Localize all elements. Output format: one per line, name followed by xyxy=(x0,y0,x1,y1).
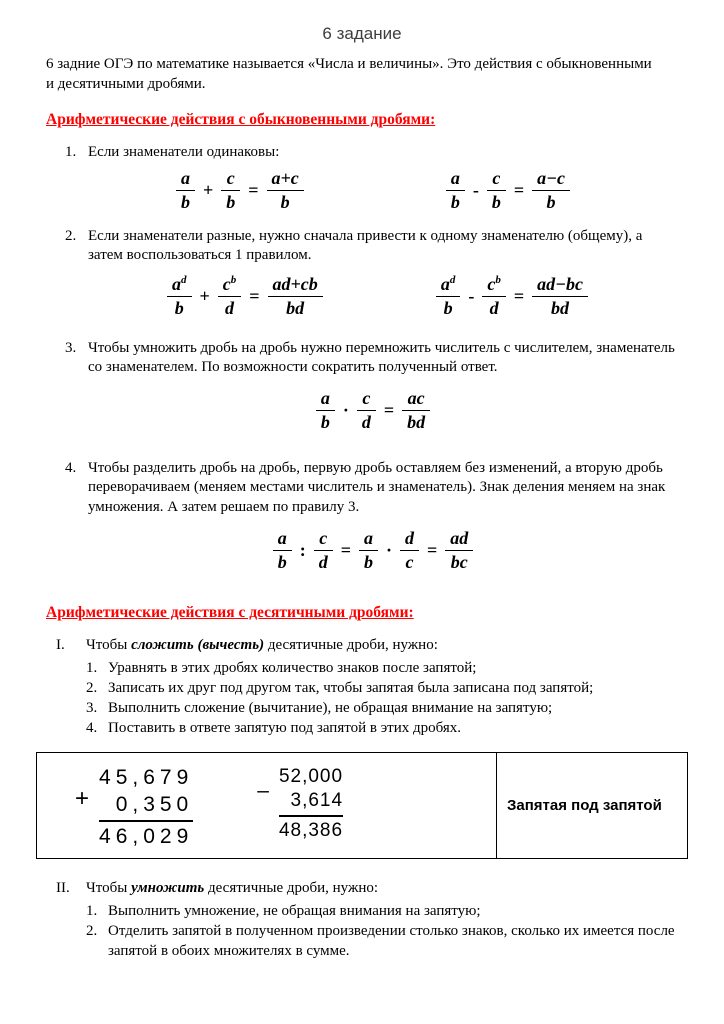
addends xyxy=(99,765,193,822)
item-text: Чтобы разделить дробь на дробь, первую дробь оставляем без изменений, а вторую дробь переворачиваем (меняем местами числитель и знаменатель). Знак деления меняем на знак умножения. А затем решаем по правилу 3. xyxy=(88,459,666,516)
decimal-multiply-steps xyxy=(46,902,678,961)
subtrahend: 3,614 xyxy=(290,790,344,812)
item-number: 4. xyxy=(65,459,77,476)
item-text: Если знаменатели разные, нужно сначала привести к одному знаменателю (общему), а затем воспользоваться 1 правилом. xyxy=(88,227,643,264)
denominator: b xyxy=(546,191,556,212)
addend-1: 45,679 xyxy=(99,766,194,790)
fraction xyxy=(268,274,323,318)
rule-rest: десятичные дроби, нужно: xyxy=(204,880,379,897)
superscript: d xyxy=(181,274,187,287)
decimal-multiply-rule xyxy=(46,879,678,899)
fraction xyxy=(402,388,430,432)
minus-sign: – xyxy=(257,779,269,803)
numerator: a xyxy=(316,388,335,411)
roman-number: II. xyxy=(56,880,70,897)
numerator: c xyxy=(487,168,506,191)
numerator: a xyxy=(446,168,465,191)
numerator: $a^d$ xyxy=(436,274,461,297)
addition-result: 46,029 xyxy=(99,824,194,848)
subtraction-rows xyxy=(279,765,343,850)
fraction xyxy=(445,528,473,572)
numerator: c xyxy=(314,528,333,551)
numerator: a xyxy=(359,528,378,551)
column-subtraction-example xyxy=(257,765,343,850)
numerator: a xyxy=(176,168,195,191)
fraction xyxy=(218,274,242,318)
denominator: b xyxy=(320,411,330,432)
denominator: b xyxy=(363,551,373,572)
step-number: 3. xyxy=(86,699,98,716)
rule-item-4 xyxy=(46,459,678,518)
formula-divide-fractions xyxy=(271,528,476,572)
formula-subtract-same-denominator xyxy=(444,168,572,212)
item-number: 2. xyxy=(65,227,77,244)
formula-row-different-denominators xyxy=(46,274,678,318)
rule-lead: Чтобы xyxy=(86,880,132,897)
formula-row-multiplication xyxy=(46,388,678,432)
fraction xyxy=(316,388,335,432)
plus-sign: + xyxy=(75,785,90,813)
item-number: 3. xyxy=(65,339,77,356)
step-number: 1. xyxy=(86,902,98,919)
formula-add-same-denominator xyxy=(174,168,306,212)
operator: - xyxy=(472,179,479,200)
rule-lead: Чтобы xyxy=(86,637,132,654)
step-number: 4. xyxy=(86,719,98,736)
step-item xyxy=(86,699,678,719)
operator: : xyxy=(299,539,306,560)
denominator: b xyxy=(280,191,290,212)
step-number: 2. xyxy=(86,679,98,696)
rule-rest: десятичные дроби, нужно: xyxy=(264,637,438,654)
fraction xyxy=(436,274,461,318)
rule-item-2 xyxy=(46,227,678,267)
operands xyxy=(279,765,343,817)
denominator: d xyxy=(225,297,235,318)
fraction xyxy=(221,168,240,212)
numerator: $c^b$ xyxy=(482,274,506,297)
numerator: c xyxy=(221,168,240,191)
operator: = xyxy=(513,285,525,306)
operator: = xyxy=(340,539,351,560)
section-heading-decimal-fractions: Арифметические действия с десятичными дробями: xyxy=(46,604,414,622)
section-heading-ordinary-fractions: Арифметические действия с обыкновенными дробями: xyxy=(46,110,436,128)
addition-rows xyxy=(99,765,193,850)
denominator: d xyxy=(489,297,499,318)
formula-subtract-different-denominator xyxy=(434,274,590,318)
column-addition-example xyxy=(75,765,193,850)
numerator: $c^b$ xyxy=(218,274,242,297)
numerator: d xyxy=(400,528,419,551)
fraction xyxy=(176,168,195,212)
denominator: b xyxy=(226,191,236,212)
rule-text xyxy=(86,636,678,656)
step-item xyxy=(86,679,678,699)
operator: = xyxy=(513,179,525,200)
step-text: Поставить в ответе запятую под запятой в этих дробях. xyxy=(108,719,462,736)
operator: = xyxy=(383,399,395,420)
formula-add-different-denominator xyxy=(165,274,325,318)
formula-multiply-fractions xyxy=(314,388,432,432)
operator: · xyxy=(342,399,349,420)
rule-keyword: умножить xyxy=(131,880,205,897)
decimal-add-steps xyxy=(46,659,678,738)
fraction xyxy=(400,528,419,572)
step-text: Отделить запятой в полученном произведении столько знаков, сколько их имеется после запятой в обоих множителях в сумме. xyxy=(108,922,675,959)
fraction xyxy=(314,528,333,572)
denominator: bd xyxy=(407,411,426,432)
step-item xyxy=(86,922,678,962)
step-text: Уравнять в этих дробях количество знаков после запятой; xyxy=(108,660,477,677)
operator: + xyxy=(199,285,210,306)
denominator: c xyxy=(405,551,414,572)
denominator: d xyxy=(318,551,328,572)
superscript: d xyxy=(449,274,456,287)
step-text: Выполнить сложение (вычитание), не обращая внимание на запятую; xyxy=(108,699,553,716)
comma-under-comma-label: Запятая под запятой xyxy=(496,753,687,858)
intro-paragraph: 6 задние ОГЭ по математике называется «Числа и величины». Это действия с обыкновенными и десятичными дробями. xyxy=(46,56,652,93)
fraction xyxy=(446,168,465,212)
fraction xyxy=(357,388,376,432)
operator: = xyxy=(427,539,438,560)
addend-2: 0,350 xyxy=(115,792,194,816)
subtraction-result: 48,386 xyxy=(278,819,344,841)
decimal-examples-table xyxy=(36,752,688,859)
rule-keyword: сложить (вычесть) xyxy=(131,637,265,654)
numerator: c xyxy=(357,388,376,411)
step-item xyxy=(86,902,678,922)
roman-number: I. xyxy=(56,637,65,654)
numerator: a xyxy=(273,528,292,551)
rule-text xyxy=(86,879,678,899)
item-text: Чтобы умножить дробь на дробь нужно перемножить числитель с числителем, знаменатель со знаменателем. По возможности сократить полученный ответ. xyxy=(88,339,675,376)
numerator: ad+cb xyxy=(268,274,323,297)
denominator: bd xyxy=(286,297,305,318)
fraction xyxy=(273,528,292,572)
minuend: 52,000 xyxy=(278,766,344,788)
denominator: b xyxy=(450,191,460,212)
numerator: ac xyxy=(402,388,430,411)
denominator: b xyxy=(181,191,190,212)
denominator: b xyxy=(174,297,184,318)
operator: = xyxy=(248,179,259,200)
denominator: bd xyxy=(551,297,570,318)
denominator: b xyxy=(277,551,287,572)
step-text: Записать их друг под другом так, чтобы запятая была записана под запятой; xyxy=(108,679,594,696)
formula-row-division xyxy=(46,528,678,572)
numerator: ad−bc xyxy=(532,274,588,297)
denominator: b xyxy=(443,297,453,318)
fraction xyxy=(532,274,588,318)
fraction xyxy=(482,274,506,318)
step-number: 2. xyxy=(86,922,98,939)
operator: · xyxy=(385,539,392,560)
page-title: 6 задание xyxy=(322,24,402,43)
fraction xyxy=(167,274,192,318)
step-text: Выполнить умножение, не обращая внимания на запятую; xyxy=(108,902,481,919)
step-number: 1. xyxy=(86,660,98,677)
superscript: b xyxy=(230,274,237,287)
decimal-add-rule xyxy=(46,636,678,656)
step-item xyxy=(86,719,678,739)
operator: = xyxy=(249,285,260,306)
fraction xyxy=(267,168,304,212)
fraction xyxy=(359,528,378,572)
numerator: a+c xyxy=(267,168,304,191)
denominator: bc xyxy=(450,551,468,572)
operator: + xyxy=(203,179,214,200)
denominator: b xyxy=(491,191,501,212)
step-item xyxy=(86,659,678,679)
numerator: a−c xyxy=(532,168,570,191)
superscript: b xyxy=(495,274,501,287)
item-text: Если знаменатели одинаковы: xyxy=(88,143,280,160)
denominator: d xyxy=(361,411,371,432)
item-number: 1. xyxy=(65,143,77,160)
examples-cell xyxy=(37,753,496,858)
fraction xyxy=(532,168,570,212)
rule-item-1 xyxy=(46,143,678,163)
fraction xyxy=(487,168,506,212)
numerator: ad xyxy=(445,528,473,551)
operator: - xyxy=(468,285,475,306)
rule-item-3 xyxy=(46,339,678,379)
numerator: $a^d$ xyxy=(167,274,192,297)
formula-row-same-denominators xyxy=(46,168,678,212)
